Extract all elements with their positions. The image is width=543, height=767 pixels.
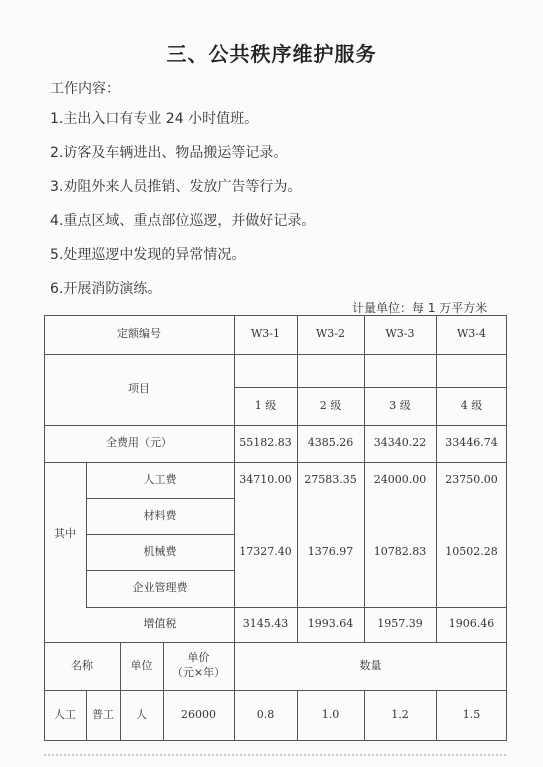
qty-cell: 1.5 (462, 708, 481, 722)
work-item: 5.处理巡逻中发现的异常情况。 (50, 247, 246, 263)
vat-cell: 1957.39 (377, 617, 423, 631)
labor-cell: 24000.00 (373, 472, 427, 486)
price-label (163, 642, 234, 690)
code-cell: W3-4 (456, 327, 487, 341)
merged-cost-cell: 10502.28 (445, 545, 498, 559)
level-cell: 3 级 (389, 398, 411, 412)
code-label: 定额编号 (117, 327, 161, 341)
level-cell: 4 级 (460, 398, 483, 412)
total-cell: 55182.83 (239, 436, 292, 450)
labor-label: 人工费 (143, 472, 177, 486)
work-item: 4.重点区域、重点部位巡逻，并做好记录。 (50, 213, 316, 229)
total-label: 全费用（元） (106, 436, 172, 450)
qty-cell: 0.8 (256, 708, 275, 722)
name-label: 名称 (71, 658, 93, 672)
mgmt-label: 企业管理费 (132, 581, 188, 595)
total-cell: 33446.74 (445, 436, 498, 450)
labor-cell: 23750.00 (445, 472, 498, 486)
qty-cell: 1.2 (391, 708, 409, 722)
item-label: 项目 (128, 382, 150, 395)
qty-cell: 1.0 (321, 708, 340, 722)
level-cell: 1 级 (254, 398, 277, 412)
work-content-heading: 工作内容： (50, 81, 120, 97)
vat-cell: 1993.64 (307, 617, 354, 631)
work-item: 1.主出入口有专业 24 小时值班。 (50, 111, 259, 127)
work-item: 6.开展消防演练。 (50, 281, 162, 297)
vat-cell: 1906.46 (448, 617, 495, 631)
machine-label: 机械费 (143, 544, 177, 558)
code-cell: W3-1 (250, 327, 281, 341)
page-title: 三、公共秩序维护服务 (166, 42, 377, 66)
qty-label: 数量 (359, 658, 382, 672)
level-cell: 2 级 (319, 398, 342, 412)
vat-label: 增值税 (143, 617, 177, 631)
price-label-line: 单价 (187, 651, 210, 665)
labor-cell: 34710.00 (239, 472, 292, 486)
work-item-list (50, 110, 315, 314)
total-cell: 4385.26 (307, 436, 354, 450)
material-label: 材料费 (143, 508, 177, 522)
unit-col-label: 单位 (130, 658, 153, 672)
total-cell: 34340.22 (373, 436, 427, 450)
row-unit: 人 (136, 708, 147, 722)
work-item: 3.劝阻外来人员推销、发放广告等行为。 (50, 179, 302, 195)
row-price: 26000 (181, 708, 216, 722)
vat-cell: 3145.43 (242, 617, 289, 631)
code-cell: W3-3 (385, 327, 415, 341)
merged-cost-cell: 10782.83 (373, 545, 427, 559)
group-label: 其中 (54, 527, 76, 541)
price-label-line: （元×年） (171, 666, 226, 679)
measurement-unit: 计量单位：每 1 万平方米 (352, 301, 488, 315)
merged-cost-cell: 17327.40 (239, 545, 292, 559)
row-category: 人工 (54, 708, 76, 722)
merged-cost-cell: 1376.97 (307, 545, 354, 559)
code-cell: W3-2 (315, 327, 346, 341)
work-item: 2.访客及车辆进出、物品搬运等记录。 (50, 145, 288, 161)
labor-cell: 27583.35 (304, 472, 357, 486)
row-name: 普工 (92, 708, 114, 722)
